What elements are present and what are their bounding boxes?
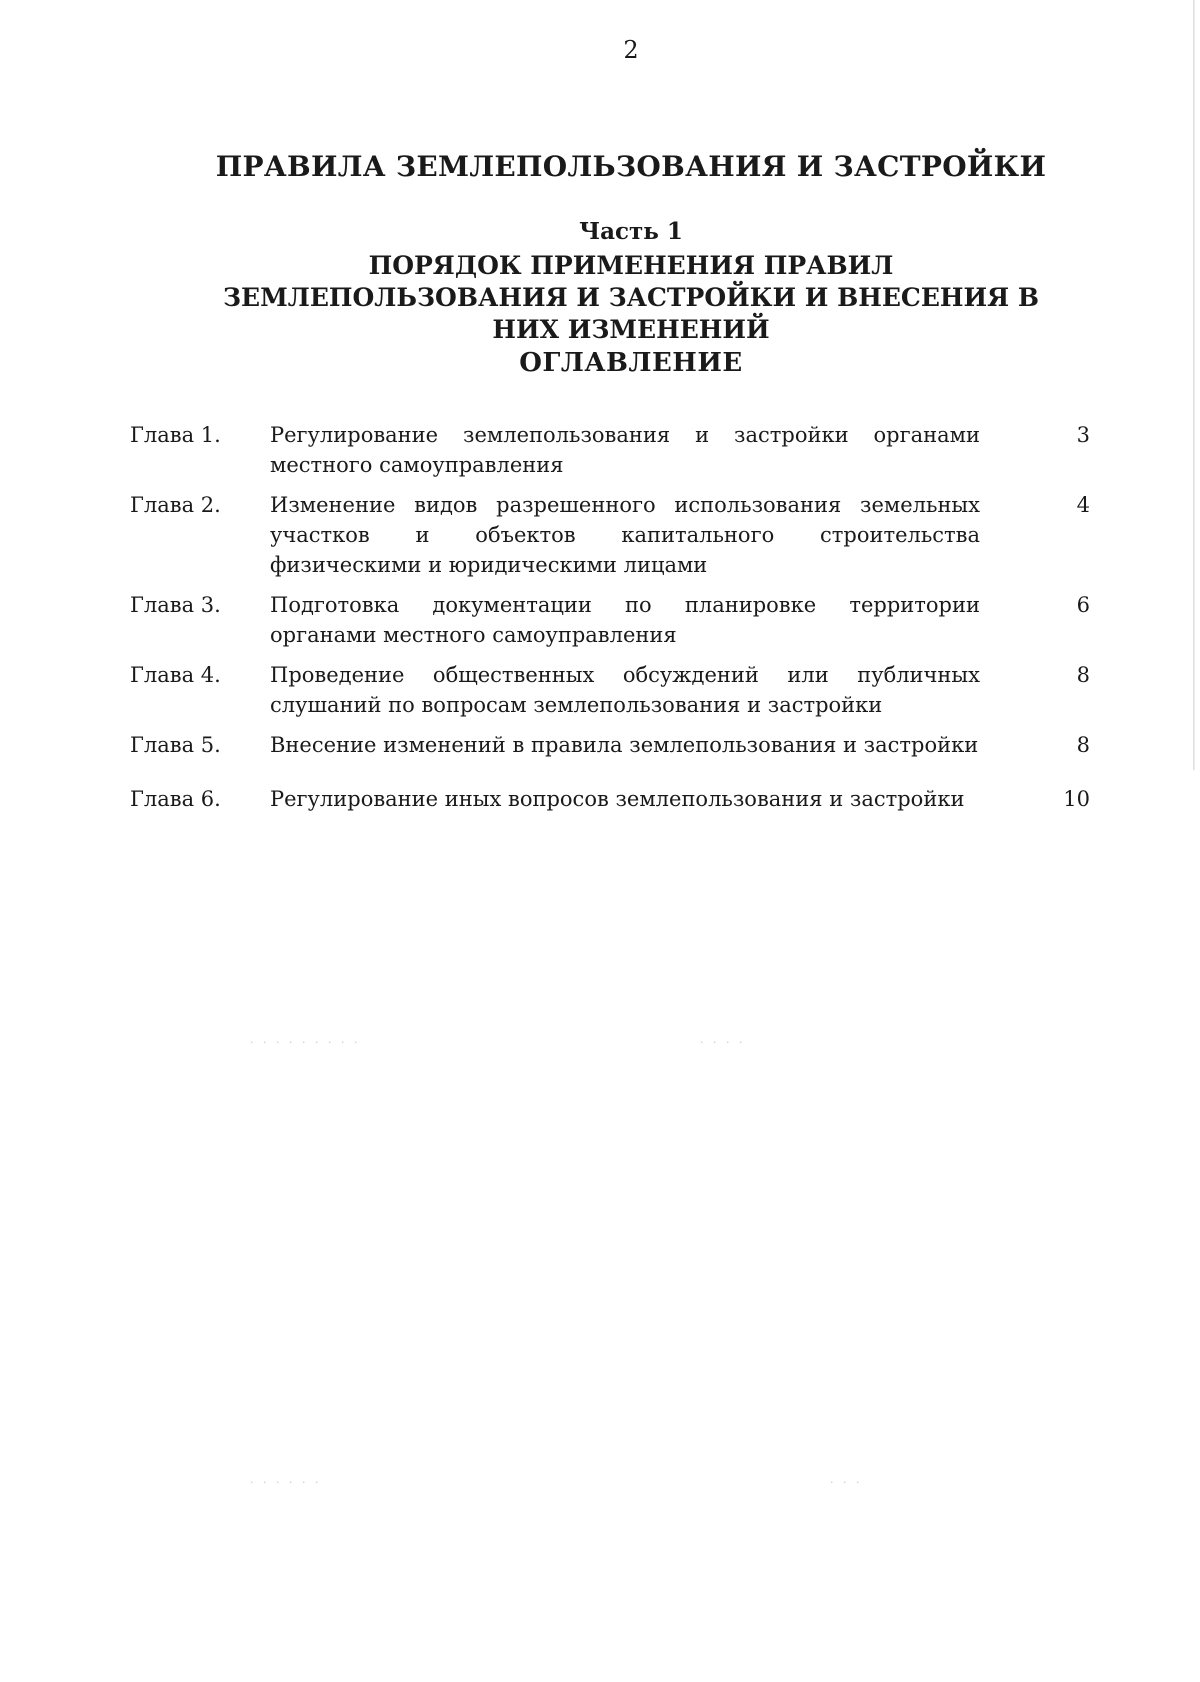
scan-noise: · · · · · · · · · bbox=[250, 1036, 361, 1049]
toc-page-number: 4 bbox=[1076, 493, 1090, 517]
toc-page-number: 8 bbox=[1076, 663, 1090, 687]
toc-entry bbox=[130, 660, 1090, 720]
toc-chapter-title: Проведение общественных обсуждений или публичных слушаний по вопросам землепользования и застройки bbox=[270, 663, 980, 717]
toc-page-number: 3 bbox=[1076, 423, 1090, 447]
toc-entry bbox=[130, 784, 1090, 814]
toc-chapter-title: Изменение видов разрешенного использования земельных участков и объектов капитального строительства физическими и юридическими лицами bbox=[270, 493, 980, 577]
toc-chapter-title: Внесение изменений в правила землепользования и застройки bbox=[270, 733, 979, 757]
toc-chapter-title: Регулирование землепользования и застройки органами местного самоуправления bbox=[270, 423, 980, 477]
toc-entry bbox=[130, 420, 1090, 480]
toc-entry bbox=[130, 590, 1090, 650]
scan-noise: · · · · bbox=[700, 1036, 746, 1049]
toc-chapter-label: Глава 1. bbox=[130, 423, 221, 447]
toc-chapter-label: Глава 4. bbox=[130, 663, 221, 687]
toc-page-number: 6 bbox=[1076, 593, 1090, 617]
toc-page-number: 10 bbox=[1063, 787, 1090, 811]
toc-chapter-label: Глава 3. bbox=[130, 593, 221, 617]
toc-chapter-label: Глава 2. bbox=[130, 493, 221, 517]
toc-heading: ОГЛАВЛЕНИЕ bbox=[519, 348, 743, 378]
toc-chapter-label: Глава 5. bbox=[130, 733, 221, 757]
part-label: Часть 1 bbox=[579, 218, 683, 245]
toc-entry bbox=[130, 490, 1090, 580]
part-title: ПОРЯДОК ПРИМЕНЕНИЯ ПРАВИЛ ЗЕМЛЕПОЛЬЗОВАНИЯ И ЗАСТРОЙКИ И ВНЕСЕНИЯ В НИХ ИЗМЕНЕНИЙ bbox=[222, 251, 1039, 344]
toc-entry bbox=[130, 730, 1090, 760]
toc-chapter-title: Подготовка документации по планировке территории органами местного самоуправления bbox=[270, 593, 980, 647]
toc-page-number: 8 bbox=[1076, 733, 1090, 757]
scan-noise: · · · · · · bbox=[250, 1476, 322, 1489]
table-of-contents bbox=[130, 420, 1090, 824]
scan-noise: · · · bbox=[830, 1476, 863, 1489]
document-title: ПРАВИЛА ЗЕМЛЕПОЛЬЗОВАНИЯ И ЗАСТРОЙКИ bbox=[215, 150, 1047, 183]
scan-edge-shadow bbox=[1193, 0, 1195, 770]
toc-chapter-label: Глава 6. bbox=[130, 787, 221, 811]
toc-chapter-title: Регулирование иных вопросов землепользования и застройки bbox=[270, 787, 965, 811]
page-number: 2 bbox=[623, 36, 639, 64]
